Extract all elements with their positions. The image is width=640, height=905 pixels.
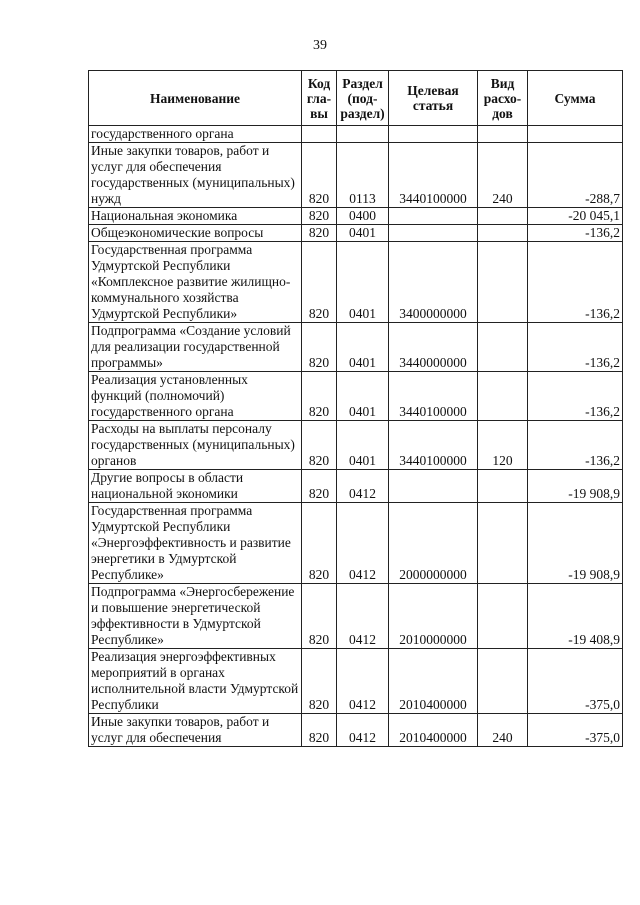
- cell-name: Иные закупки товаров, работ и услуг для обеспечения: [89, 714, 302, 747]
- cell-type: [478, 584, 528, 649]
- cell-type: [478, 208, 528, 225]
- cell-sum: -136,2: [528, 421, 623, 470]
- cell-target: 3440000000: [389, 323, 478, 372]
- table-row: [89, 503, 623, 584]
- cell-name: Реализация установленных функций (полномочий) государственного органа: [89, 372, 302, 421]
- cell-section: 0412: [337, 503, 389, 584]
- cell-code: 820: [302, 421, 337, 470]
- cell-target: [389, 470, 478, 503]
- header-name: Наименование: [89, 71, 302, 126]
- cell-sum: -19 408,9: [528, 584, 623, 649]
- cell-name: Другие вопросы в области национальной экономики: [89, 470, 302, 503]
- cell-section: 0412: [337, 649, 389, 714]
- cell-section: 0401: [337, 421, 389, 470]
- cell-target: 2010400000: [389, 714, 478, 747]
- cell-type: 240: [478, 143, 528, 208]
- table-row: [89, 323, 623, 372]
- header-target: Целевая статья: [389, 71, 478, 126]
- table-row: [89, 242, 623, 323]
- cell-code: 820: [302, 323, 337, 372]
- cell-target: [389, 208, 478, 225]
- table-row: [89, 421, 623, 470]
- cell-name: Подпрограмма «Энергосбережение и повышение энергетической эффективности в Удмуртской Республике»: [89, 584, 302, 649]
- table-body: [89, 126, 623, 747]
- table-row: [89, 584, 623, 649]
- cell-code: 820: [302, 584, 337, 649]
- budget-table: [88, 70, 623, 747]
- cell-target: 2010000000: [389, 584, 478, 649]
- table-row: [89, 143, 623, 208]
- cell-name: Национальная экономика: [89, 208, 302, 225]
- cell-type: [478, 242, 528, 323]
- cell-target: [389, 225, 478, 242]
- page-number: 39: [313, 38, 327, 53]
- cell-code: 820: [302, 470, 337, 503]
- cell-target: 2000000000: [389, 503, 478, 584]
- cell-type: [478, 126, 528, 143]
- cell-sum: -288,7: [528, 143, 623, 208]
- cell-sum: -136,2: [528, 323, 623, 372]
- cell-code: 820: [302, 649, 337, 714]
- cell-type: [478, 649, 528, 714]
- cell-code: 820: [302, 714, 337, 747]
- cell-target: 3400000000: [389, 242, 478, 323]
- cell-type: [478, 225, 528, 242]
- cell-section: 0401: [337, 372, 389, 421]
- cell-target: 3440100000: [389, 421, 478, 470]
- cell-name: Государственная программа Удмуртской Республики «Комплексное развитие жилищно-коммунального хозяйства Удмуртской Республики»: [89, 242, 302, 323]
- cell-section: [337, 126, 389, 143]
- cell-section: 0401: [337, 242, 389, 323]
- table-row: [89, 649, 623, 714]
- cell-sum: -19 908,9: [528, 470, 623, 503]
- table-row: [89, 470, 623, 503]
- cell-type: [478, 503, 528, 584]
- cell-target: 2010400000: [389, 649, 478, 714]
- cell-sum: -136,2: [528, 225, 623, 242]
- cell-type: [478, 323, 528, 372]
- cell-code: 820: [302, 503, 337, 584]
- cell-sum: -375,0: [528, 714, 623, 747]
- table-row: [89, 225, 623, 242]
- cell-code: 820: [302, 143, 337, 208]
- cell-code: 820: [302, 242, 337, 323]
- cell-name: Общеэкономические вопросы: [89, 225, 302, 242]
- table-header-row: [89, 71, 623, 126]
- cell-target: [389, 126, 478, 143]
- table-row: [89, 714, 623, 747]
- table-row: [89, 126, 623, 143]
- cell-type: [478, 470, 528, 503]
- cell-sum: -20 045,1: [528, 208, 623, 225]
- cell-section: 0412: [337, 714, 389, 747]
- cell-code: 820: [302, 208, 337, 225]
- cell-name: Государственная программа Удмуртской Республики «Энергоэффективность и развитие энергетики в Удмуртской Республике»: [89, 503, 302, 584]
- cell-type: 120: [478, 421, 528, 470]
- header-sum: Сумма: [528, 71, 623, 126]
- cell-sum: [528, 126, 623, 143]
- cell-target: 3440100000: [389, 143, 478, 208]
- cell-section: 0401: [337, 225, 389, 242]
- cell-code: 820: [302, 225, 337, 242]
- cell-section: 0113: [337, 143, 389, 208]
- cell-sum: -136,2: [528, 242, 623, 323]
- table-row: [89, 372, 623, 421]
- cell-name: государственного органа: [89, 126, 302, 143]
- cell-code: 820: [302, 372, 337, 421]
- header-code: Код гла- вы: [302, 71, 337, 126]
- cell-name: Иные закупки товаров, работ и услуг для обеспечения государственных (муниципальных) нужд: [89, 143, 302, 208]
- cell-type: [478, 372, 528, 421]
- cell-sum: -375,0: [528, 649, 623, 714]
- cell-section: 0400: [337, 208, 389, 225]
- cell-code: [302, 126, 337, 143]
- cell-type: 240: [478, 714, 528, 747]
- header-type: Вид расхо- дов: [478, 71, 528, 126]
- header-section: Раздел (под- раздел): [337, 71, 389, 126]
- cell-sum: -19 908,9: [528, 503, 623, 584]
- cell-section: 0412: [337, 470, 389, 503]
- table-row: [89, 208, 623, 225]
- cell-target: 3440100000: [389, 372, 478, 421]
- cell-name: Расходы на выплаты персоналу государственных (муниципальных) органов: [89, 421, 302, 470]
- cell-name: Подпрограмма «Создание условий для реализации государственной программы»: [89, 323, 302, 372]
- cell-sum: -136,2: [528, 372, 623, 421]
- cell-name: Реализация энергоэффективных мероприятий в органах исполнительной власти Удмуртской Республики: [89, 649, 302, 714]
- cell-section: 0412: [337, 584, 389, 649]
- cell-section: 0401: [337, 323, 389, 372]
